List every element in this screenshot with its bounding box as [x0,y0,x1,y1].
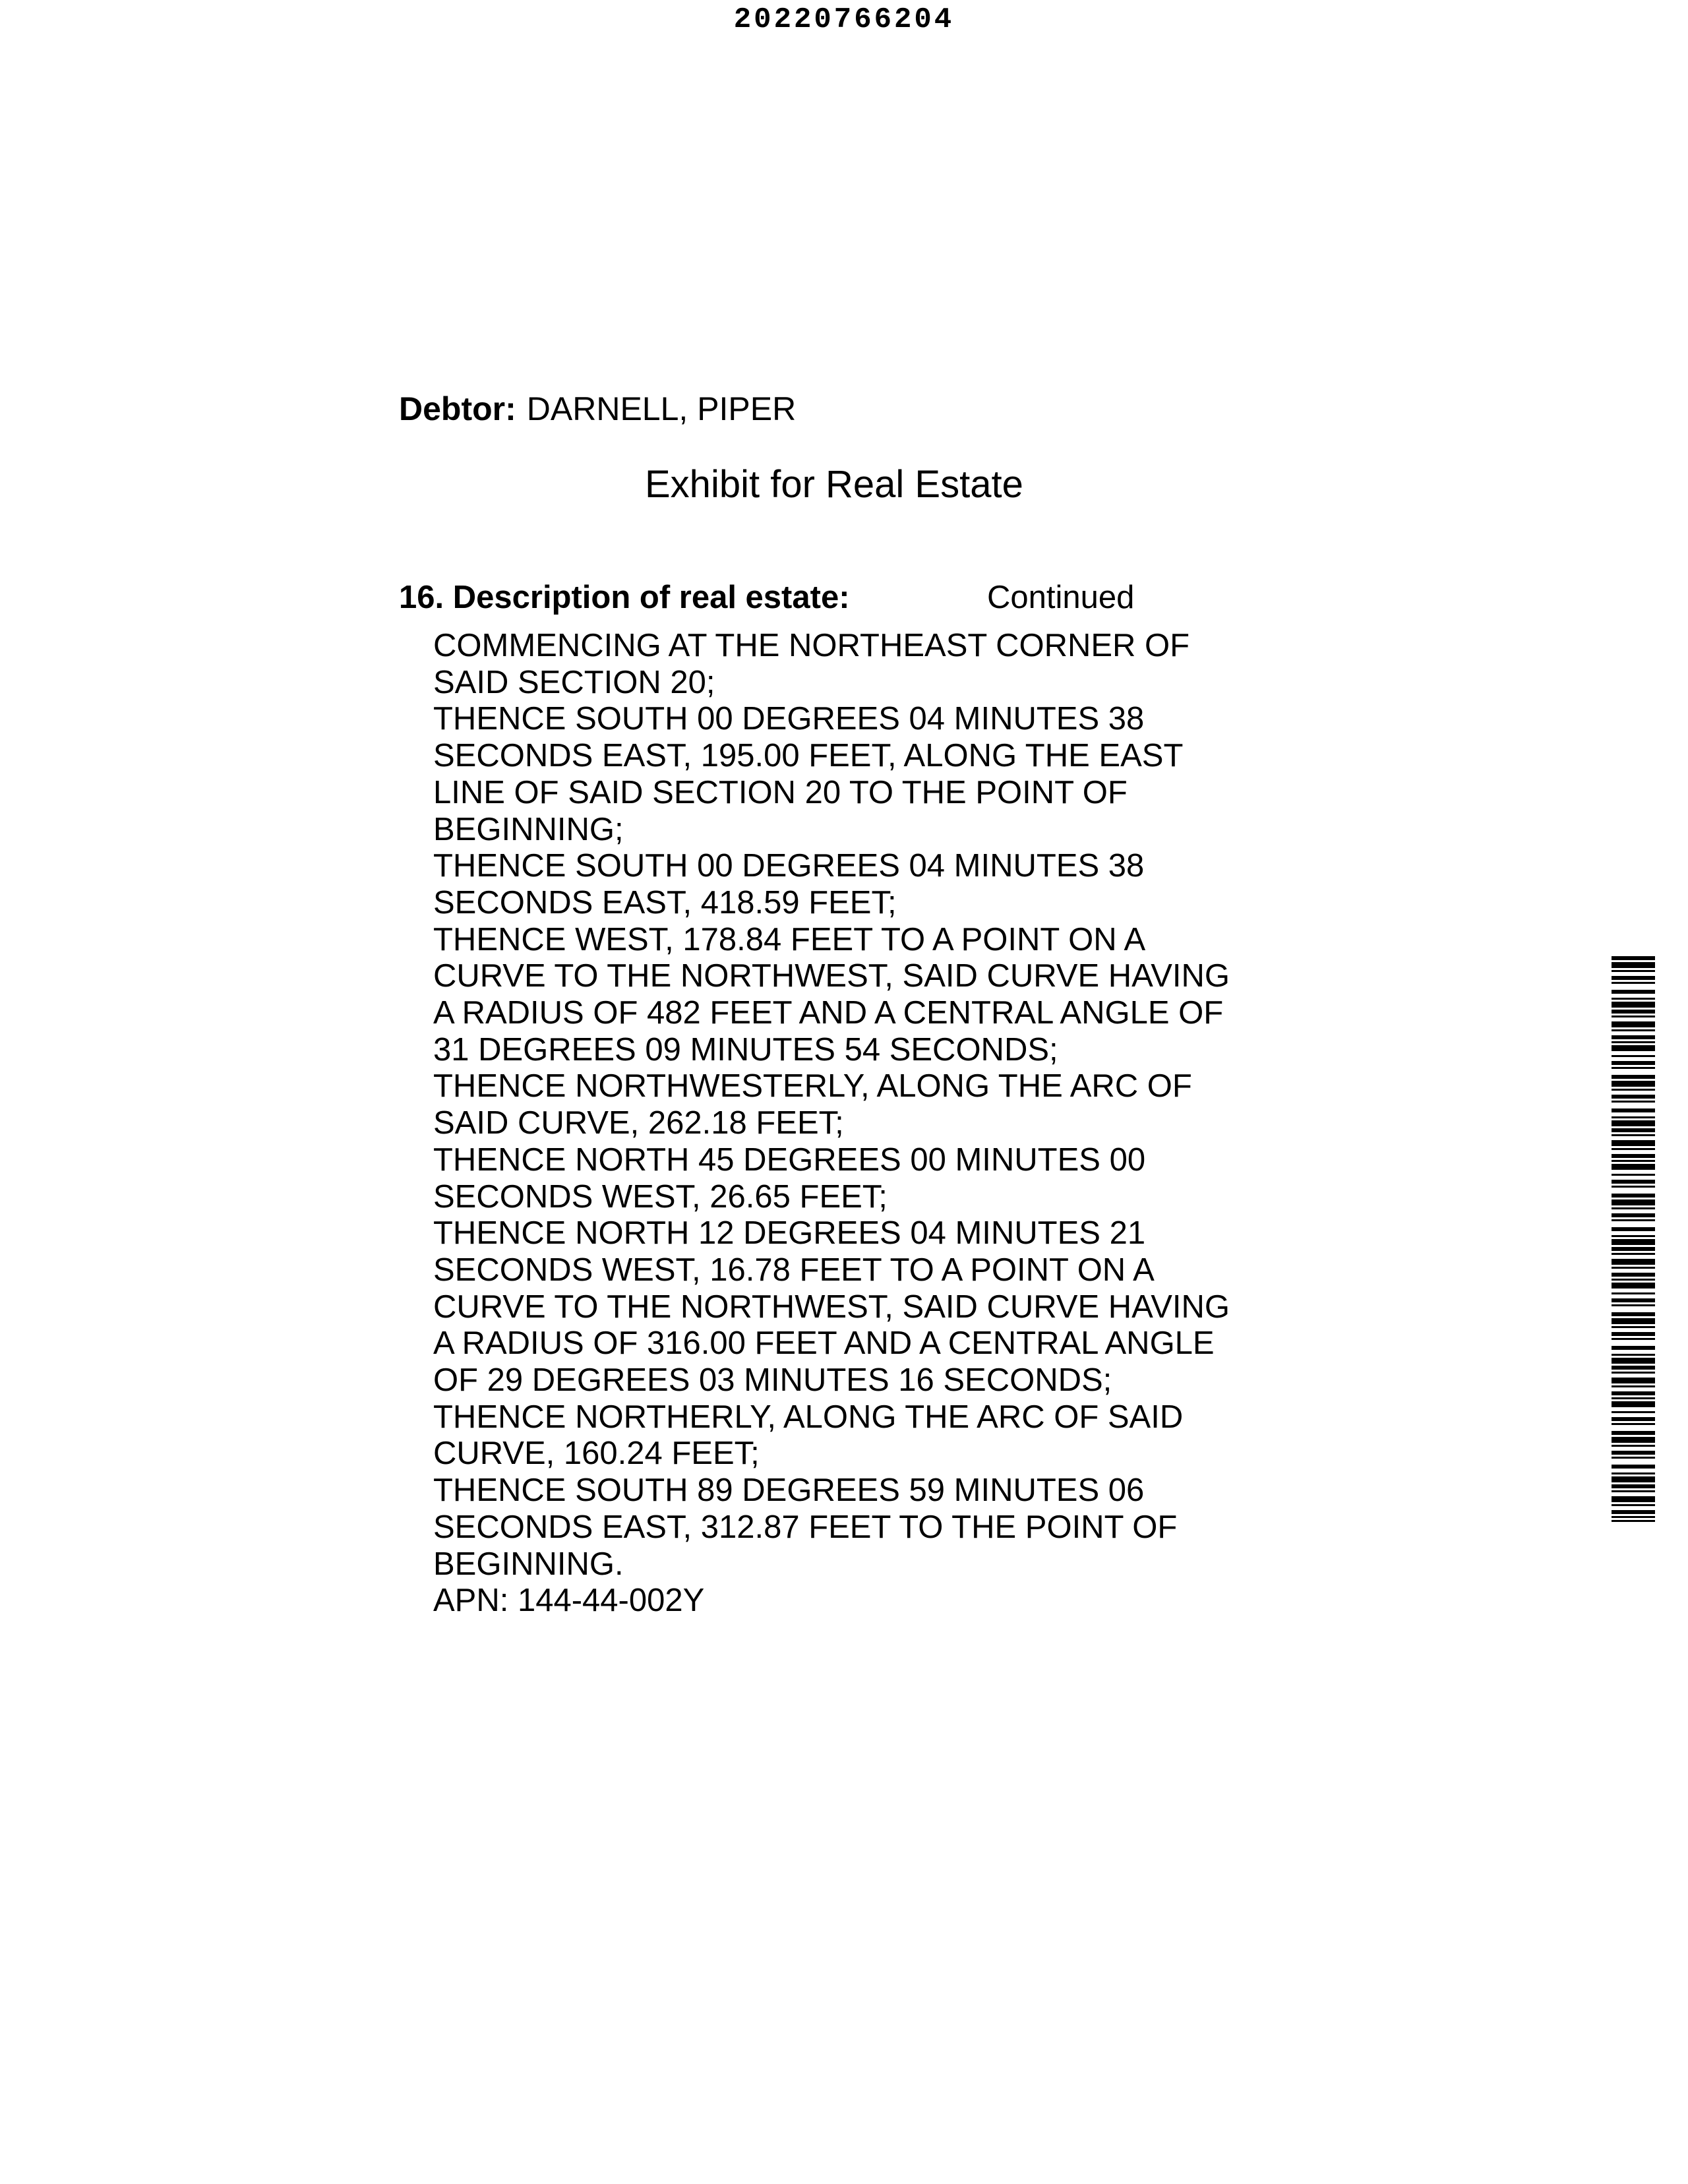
barcode-bar [1612,1332,1655,1336]
barcode-bar [1612,1128,1655,1132]
barcode-bar [1612,1372,1655,1374]
description-line: SECONDS WEST, 26.65 FEET; [433,1178,888,1215]
barcode-bar [1612,1366,1655,1370]
barcode-bar [1612,1035,1655,1039]
barcode-bar [1612,1437,1655,1443]
barcode-bar [1612,1397,1655,1399]
barcode-bar [1612,1219,1655,1221]
barcode-bar [1612,1378,1655,1383]
barcode-bar [1612,1520,1655,1522]
description-line: THENCE NORTHERLY, ALONG THE ARC OF SAID [433,1399,1184,1435]
description-line: BEGINNING. [433,1546,624,1582]
description-line: LINE OF SAID SECTION 20 TO THE POINT OF [433,774,1128,810]
description-line: A RADIUS OF 316.00 FEET AND A CENTRAL ANGLE [433,1325,1215,1362]
barcode-bar [1612,1346,1655,1350]
barcode-bar [1612,1516,1655,1518]
barcode-bar [1612,1451,1655,1455]
barcode-bar [1612,1134,1655,1136]
barcode-bar [1612,1496,1655,1502]
description-line: SECONDS EAST, 418.59 FEET; [433,884,897,921]
description-line: CURVE TO THE NORTHWEST, SAID CURVE HAVING [433,1289,1230,1325]
barcode-bar [1612,1075,1655,1079]
barcode-bar [1612,1267,1655,1269]
barcode-bar [1612,1292,1655,1294]
barcode-bar [1612,1180,1655,1184]
barcode-bar [1612,1385,1655,1387]
barcode-bar [1612,1108,1655,1112]
barcode-bar [1612,1089,1655,1091]
section-heading: 16. Description of real estate: [399,580,850,615]
barcode-bar [1612,1391,1655,1395]
exhibit-title: Exhibit for Real Estate [645,463,1023,506]
barcode-bar [1612,1002,1655,1008]
barcode-bar [1612,990,1655,994]
barcode-bar [1612,1227,1655,1231]
barcode-bar [1612,976,1655,980]
description-line: SECONDS EAST, 312.87 FEET TO THE POINT OF [433,1509,1178,1545]
barcode-bar [1612,1304,1655,1306]
barcode-bar [1612,1148,1655,1150]
barcode-bar [1612,1160,1655,1162]
barcode-bar [1612,1484,1655,1488]
legal-description [433,628,1310,1620]
barcode-bar [1612,1401,1655,1407]
barcode-bar [1612,1016,1655,1017]
barcode-bar [1612,1116,1655,1118]
barcode-bar [1612,1021,1655,1027]
description-line: THENCE NORTH 45 DEGREES 00 MINUTES 00 [433,1141,1146,1178]
description-line: THENCE SOUTH 00 DEGREES 04 MINUTES 38 [433,701,1145,737]
description-line: SECONDS WEST, 16.78 FEET TO A POINT ON A [433,1252,1155,1288]
barcode-bar [1612,1465,1655,1469]
barcode-bar [1612,1445,1655,1447]
barcode-bar [1612,1164,1655,1170]
barcode-bar [1612,1259,1655,1265]
barcode-bar [1612,1186,1655,1188]
barcode-bars [1612,956,1655,1522]
barcode-bar [1612,1101,1655,1103]
barcode-bar [1612,1338,1655,1340]
description-line: CURVE, 160.24 FEET; [433,1436,760,1472]
description-line: SECONDS EAST, 195.00 FEET, ALONG THE EAST [433,738,1184,774]
description-line: 31 DEGREES 09 MINUTES 54 SECONDS; [433,1031,1058,1068]
barcode-bar [1612,1140,1655,1146]
barcode-bar [1612,970,1655,972]
barcode-bar [1612,1417,1655,1421]
barcode-bar [1612,1095,1655,1099]
description-line: THENCE SOUTH 00 DEGREES 04 MINUTES 38 [433,848,1145,884]
barcode-bar [1612,1207,1655,1209]
barcode-bar [1612,1326,1655,1328]
barcode-bar [1612,1194,1655,1198]
description-line: OF 29 DEGREES 03 MINUTES 16 SECONDS; [433,1362,1112,1399]
barcode-icon [1612,956,1655,1522]
barcode-bar [1612,1120,1655,1126]
barcode-bar [1612,1010,1655,1014]
barcode-bar [1612,1253,1655,1255]
barcode-bar [1612,1490,1655,1492]
description-line: SAID CURVE, 262.18 FEET; [433,1105,844,1141]
barcode-bar [1612,1457,1655,1459]
barcode-bar [1612,1312,1655,1316]
barcode-bar [1612,1247,1655,1251]
barcode-bar [1612,1174,1655,1176]
description-line: COMMENCING AT THE NORTHEAST CORNER OF [433,628,1190,663]
description-line: CURVE TO THE NORTHWEST, SAID CURVE HAVING [433,958,1230,994]
barcode-bar [1612,1354,1655,1356]
barcode-bar [1612,1067,1655,1069]
barcode-bar [1612,1411,1655,1413]
continued-label: Continued [987,580,1135,615]
barcode-bar [1612,1045,1655,1051]
debtor-label: Debtor: [399,390,516,427]
description-line: APN: 144-44-002Y [433,1583,705,1619]
barcode-bar [1612,956,1655,960]
debtor-name: DARNELL, PIPER [526,390,797,427]
barcode-bar [1612,1273,1655,1277]
barcode-bar [1612,1154,1655,1158]
barcode-bar [1612,1061,1655,1065]
barcode-bar [1612,1472,1655,1474]
description-line: SAID SECTION 20; [433,664,715,700]
barcode-bar [1612,1318,1655,1324]
barcode-bar [1612,982,1655,984]
description-line: THENCE NORTHWESTERLY, ALONG THE ARC OF [433,1068,1192,1105]
barcode-bar [1612,962,1655,968]
barcode-bar [1612,1199,1655,1205]
barcode-bar [1612,1213,1655,1217]
barcode-bar [1612,1298,1655,1302]
description-line: THENCE SOUTH 89 DEGREES 59 MINUTES 06 [433,1472,1145,1509]
description-line: A RADIUS OF 482 FEET AND A CENTRAL ANGLE OF [433,995,1224,1031]
barcode-bar [1612,1431,1655,1435]
barcode-bar [1612,1055,1655,1057]
debtor-line [399,389,796,429]
barcode-bar [1612,1081,1655,1087]
barcode-bar [1612,998,1655,1000]
barcode-bar [1612,1423,1655,1425]
barcode-bar [1612,1358,1655,1364]
barcode-bar [1612,1279,1655,1281]
barcode-bar [1612,1029,1655,1031]
barcode-bar [1612,1476,1655,1482]
document-number: 20220766204 [733,3,955,36]
description-line: BEGINNING; [433,811,624,847]
barcode-bar [1612,1283,1655,1289]
description-line: THENCE NORTH 12 DEGREES 04 MINUTES 21 [433,1215,1146,1252]
barcode-bar [1612,1235,1655,1237]
barcode-bar [1612,1041,1655,1043]
description-line: THENCE WEST, 178.84 FEET TO A POINT ON A [433,921,1146,957]
barcode-bar [1612,1239,1655,1245]
barcode-bar [1612,1504,1655,1506]
barcode-bar [1612,1510,1655,1514]
